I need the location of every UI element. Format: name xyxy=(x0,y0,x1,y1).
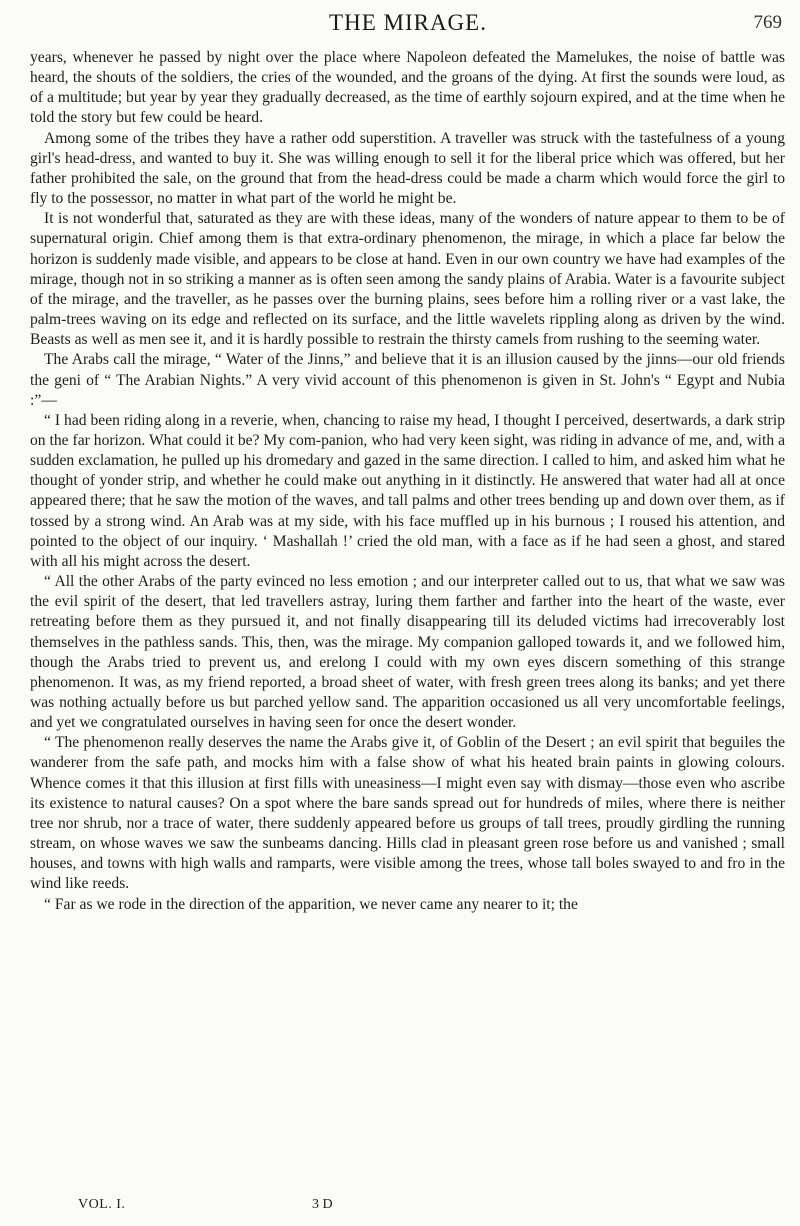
quoted-paragraph: “ All the other Arabs of the party evinced no less emotion ; and our interpreter called out to us, that what we saw was the evil spirit of the desert, that led travellers astray, luring them farther and farther into the heart of the waste, ever retreating before them as they pursued it, and not finally disappearing till its deluded victims had irrecoverably lost themselves in the pathless sands. This, then, was the mirage. My companion galloped towards it, and we followed him, though the Arabs tried to prevent us, and erelong I could with my own eyes discern something of this strange phenomenon. It was, as my friend reported, a broad sheet of water, with fresh green trees along its banks; and yet there was nothing actually before us but parched yellow sand. The apparition occasioned us all very uncomfortable feelings, and yet we congratulated ourselves in having seen for once the desert wonder. xyxy=(30,573,785,732)
quoted-paragraph: “ The phenomenon really deserves the name the Arabs give it, of Goblin of the Desert ; an evil spirit that beguiles the wanderer from the safe path, and mocks him with a false show of what his heated brain paints in glowing colours. Whence comes it that this illusion at first fills with uneasiness—I might even say with dismay—those even who ascribe its existence to natural causes? On a spot where the bare sands spread out for hundreds of miles, where there is neither tree nor shrub, nor a trace of water, there suddenly appeared before us groups of tall trees, proudly girdling the running stream, on whose waves we saw the sunbeams dancing. Hills clad in pleasant green rose before us and vanished ; small houses, and towns with high walls and ramparts, were visible among the trees, whose tall boles swayed to and fro in the wind like reeds. xyxy=(30,734,785,893)
page-header xyxy=(30,10,786,44)
running-head-title: THE MIRAGE. xyxy=(329,10,487,35)
body-text xyxy=(30,48,785,915)
signature-mark: 3 D xyxy=(312,1197,333,1212)
volume-label: VOL. I. xyxy=(78,1197,126,1212)
quoted-paragraph: “ Far as we rode in the direction of the apparition, we never came any nearer to it; the xyxy=(44,895,578,913)
paragraph: Among some of the tribes they have a rather odd superstition. A traveller was struck with the tastefulness of a young girl's head-dress, and wanted to buy it. She was willing enough to sell it for the liberal price which was offered, but her father prohibited the sale, on the ground that from the head-dress could be made a charm which would force the girl to fly to the possessor, no matter in what part of the world he might be. xyxy=(30,129,785,208)
page-number: 769 xyxy=(753,12,782,33)
page-footer xyxy=(78,1197,378,1217)
paragraph: years, whenever he passed by night over the place where Napoleon defeated the Mamelukes, the noise of battle was heard, the shouts of the soldiers, the cries of the wounded, and the groans of the dying. At first the sounds were loud, as of a multitude; but year by year they gradually decreased, as the time of earthly sojourn expired, and at the time when he told the story but few could be heard. xyxy=(30,49,785,127)
paragraph: It is not wonderful that, saturated as they are with these ideas, many of the wonders of nature appear to them to be of supernatural origin. Chief among them is that extra-ordinary phenomenon, the mirage, in which a place far below the horizon is suddenly made visible, and appears to be close at hand. Even in our own country we have had examples of the mirage, though not in so striking a manner as is often seen among the sandy plains of Arabia. Water is a favourite subject of the mirage, and the traveller, as he passes over the burning plains, sees before him a rolling river or a vast lake, the palm-trees waving on its edge and reflected on its surface, and the little wavelets rippling along as driven by the wind. Beasts as well as men see it, and it is hardly possible to restrain the thirsty camels from rushing to the seeming water. xyxy=(30,210,785,349)
paragraph: The Arabs call the mirage, “ Water of the Jinns,” and believe that it is an illusion caused by the jinns—our old friends the geni of “ The Arabian Nights.” A very vivid account of this phenomenon is given in St. John's “ Egypt and Nubia :”— xyxy=(30,351,785,409)
quoted-paragraph: “ I had been riding along in a reverie, when, chancing to raise my head, I thought I perceived, desertwards, a dark strip on the far horizon. What could it be? My com-panion, who had very keen sight, was riding in advance of me, and, with a sudden exclamation, he pulled up his dromedary and gazed in the same direction. I called to him, and asked him what he thought of yonder strip, and whether he could make out anything in it distinctly. He answered that water had all at once appeared there; that he saw the motion of the waves, and tall palms and other trees bending up and down over them, as if tossed by a strong wind. An Arab was at my side, with his face muffled up in his burnous ; I roused his attention, and pointed to the object of our inquiry. ‘ Mashallah !’ cried the old man, with a face as if he had seen a ghost, and stared with all his might across the desert. xyxy=(30,411,785,570)
